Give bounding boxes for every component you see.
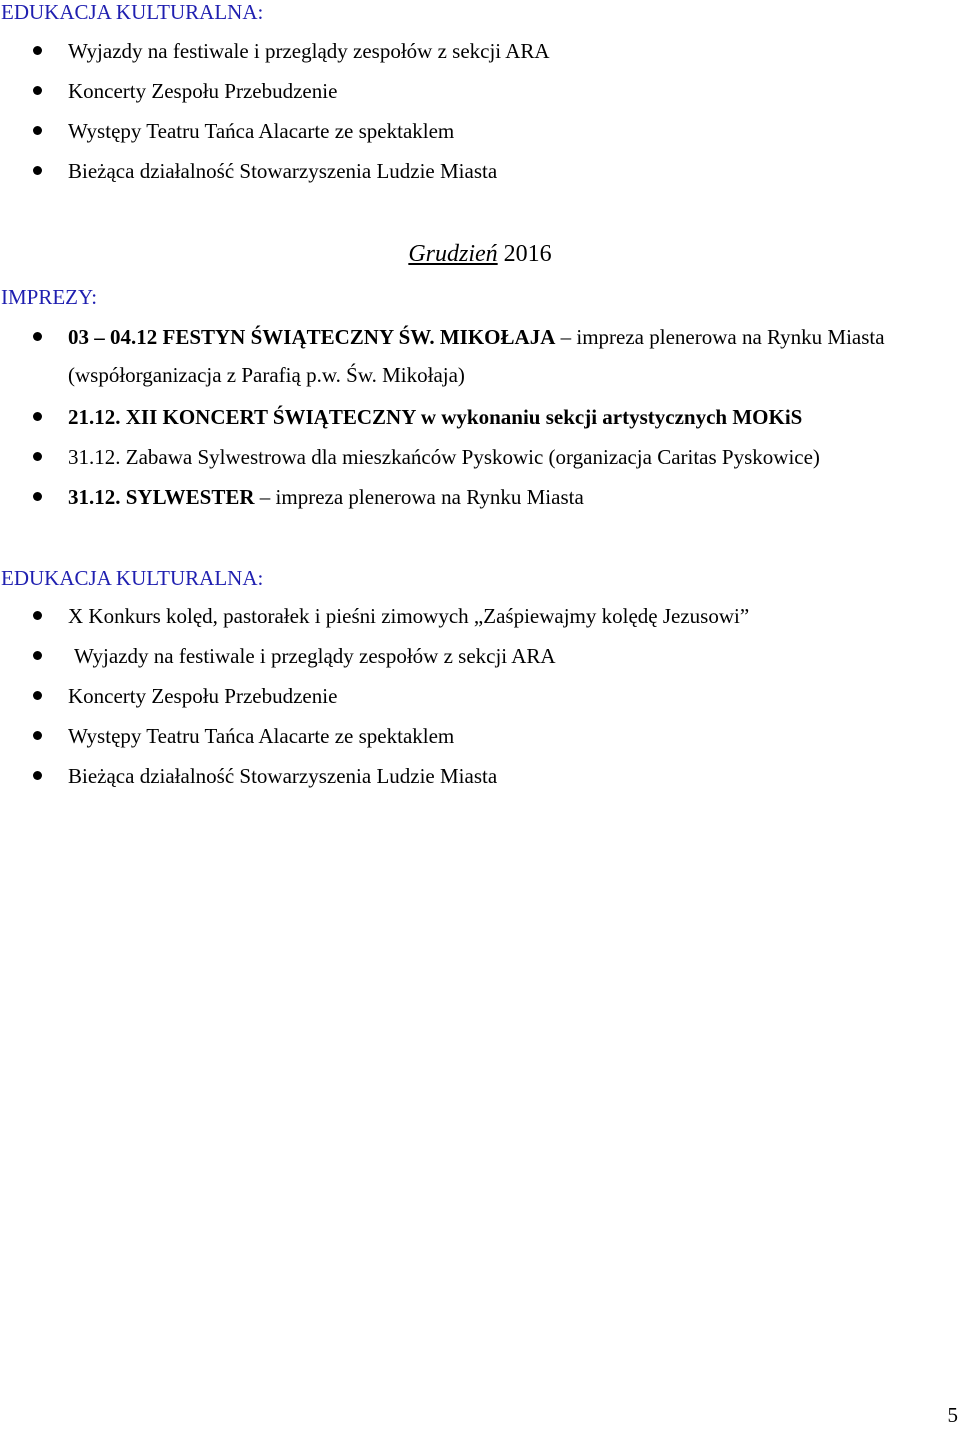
bullet-icon xyxy=(33,731,42,740)
list-item: Koncerty Zespołu Przebudzenie xyxy=(0,79,960,119)
month-title xyxy=(0,240,960,268)
list-item: 31.12. SYLWESTER – impreza plenerowa na Rynku Miasta xyxy=(0,485,960,525)
event-continuation: (współorganizacja z Parafią p.w. Św. Mikołaja) xyxy=(68,363,465,387)
imprezy-list xyxy=(0,325,960,525)
edukacja-list-1 xyxy=(0,39,960,199)
list-item: Koncerty Zespołu Przebudzenie xyxy=(0,684,960,724)
bullet-icon xyxy=(33,691,42,700)
edukacja-list-2 xyxy=(0,604,960,804)
list-item: 21.12. XII KONCERT ŚWIĄTECZNY w wykonaniu sekcji artystycznych MOKiS xyxy=(0,405,960,445)
bullet-icon xyxy=(33,86,42,95)
list-item: X Konkurs kolęd, pastorałek i pieśni zimowych „Zaśpiewajmy kolędę Jezusowi” xyxy=(0,604,960,644)
list-item: Występy Teatru Tańca Alacarte ze spektaklem xyxy=(0,724,960,764)
section-heading-edukacja-1: EDUKACJA KULTURALNA: xyxy=(1,0,264,24)
list-item: Wyjazdy na festiwale i przeglądy zespołów z sekcji ARA xyxy=(0,644,960,684)
bullet-icon xyxy=(33,452,42,461)
bullet-icon xyxy=(33,412,42,421)
section-heading-imprezy: IMPREZY: xyxy=(1,285,98,309)
month-name: Grudzień xyxy=(408,241,498,267)
list-item: 31.12. Zabawa Sylwestrowa dla mieszkańców Pyskowic (organizacja Caritas Pyskowice) xyxy=(0,445,960,485)
list-item: Bieżąca działalność Stowarzyszenia Ludzie Miasta xyxy=(0,159,960,199)
bullet-icon xyxy=(33,611,42,620)
bullet-icon xyxy=(33,492,42,501)
month-year: 2016 xyxy=(503,241,552,267)
bullet-icon xyxy=(33,771,42,780)
section-heading-edukacja-2: EDUKACJA KULTURALNA: xyxy=(1,566,264,590)
page-number: 5 xyxy=(947,1403,958,1427)
bullet-icon xyxy=(33,166,42,175)
list-item: Występy Teatru Tańca Alacarte ze spektaklem xyxy=(0,119,960,159)
list-item: 03 – 04.12 FESTYN ŚWIĄTECZNY ŚW. MIKOŁAJA – impreza plenerowa na Rynku Miasta (współorganizacja z Parafią p.w. Św. Mikołaja) xyxy=(0,325,960,405)
list-item: Wyjazdy na festiwale i przeglądy zespołów z sekcji ARA xyxy=(0,39,960,79)
list-item: Bieżąca działalność Stowarzyszenia Ludzie Miasta xyxy=(0,764,960,804)
bullet-icon xyxy=(33,332,42,341)
bullet-icon xyxy=(33,651,42,660)
bullet-icon xyxy=(33,126,42,135)
bullet-icon xyxy=(33,46,42,55)
